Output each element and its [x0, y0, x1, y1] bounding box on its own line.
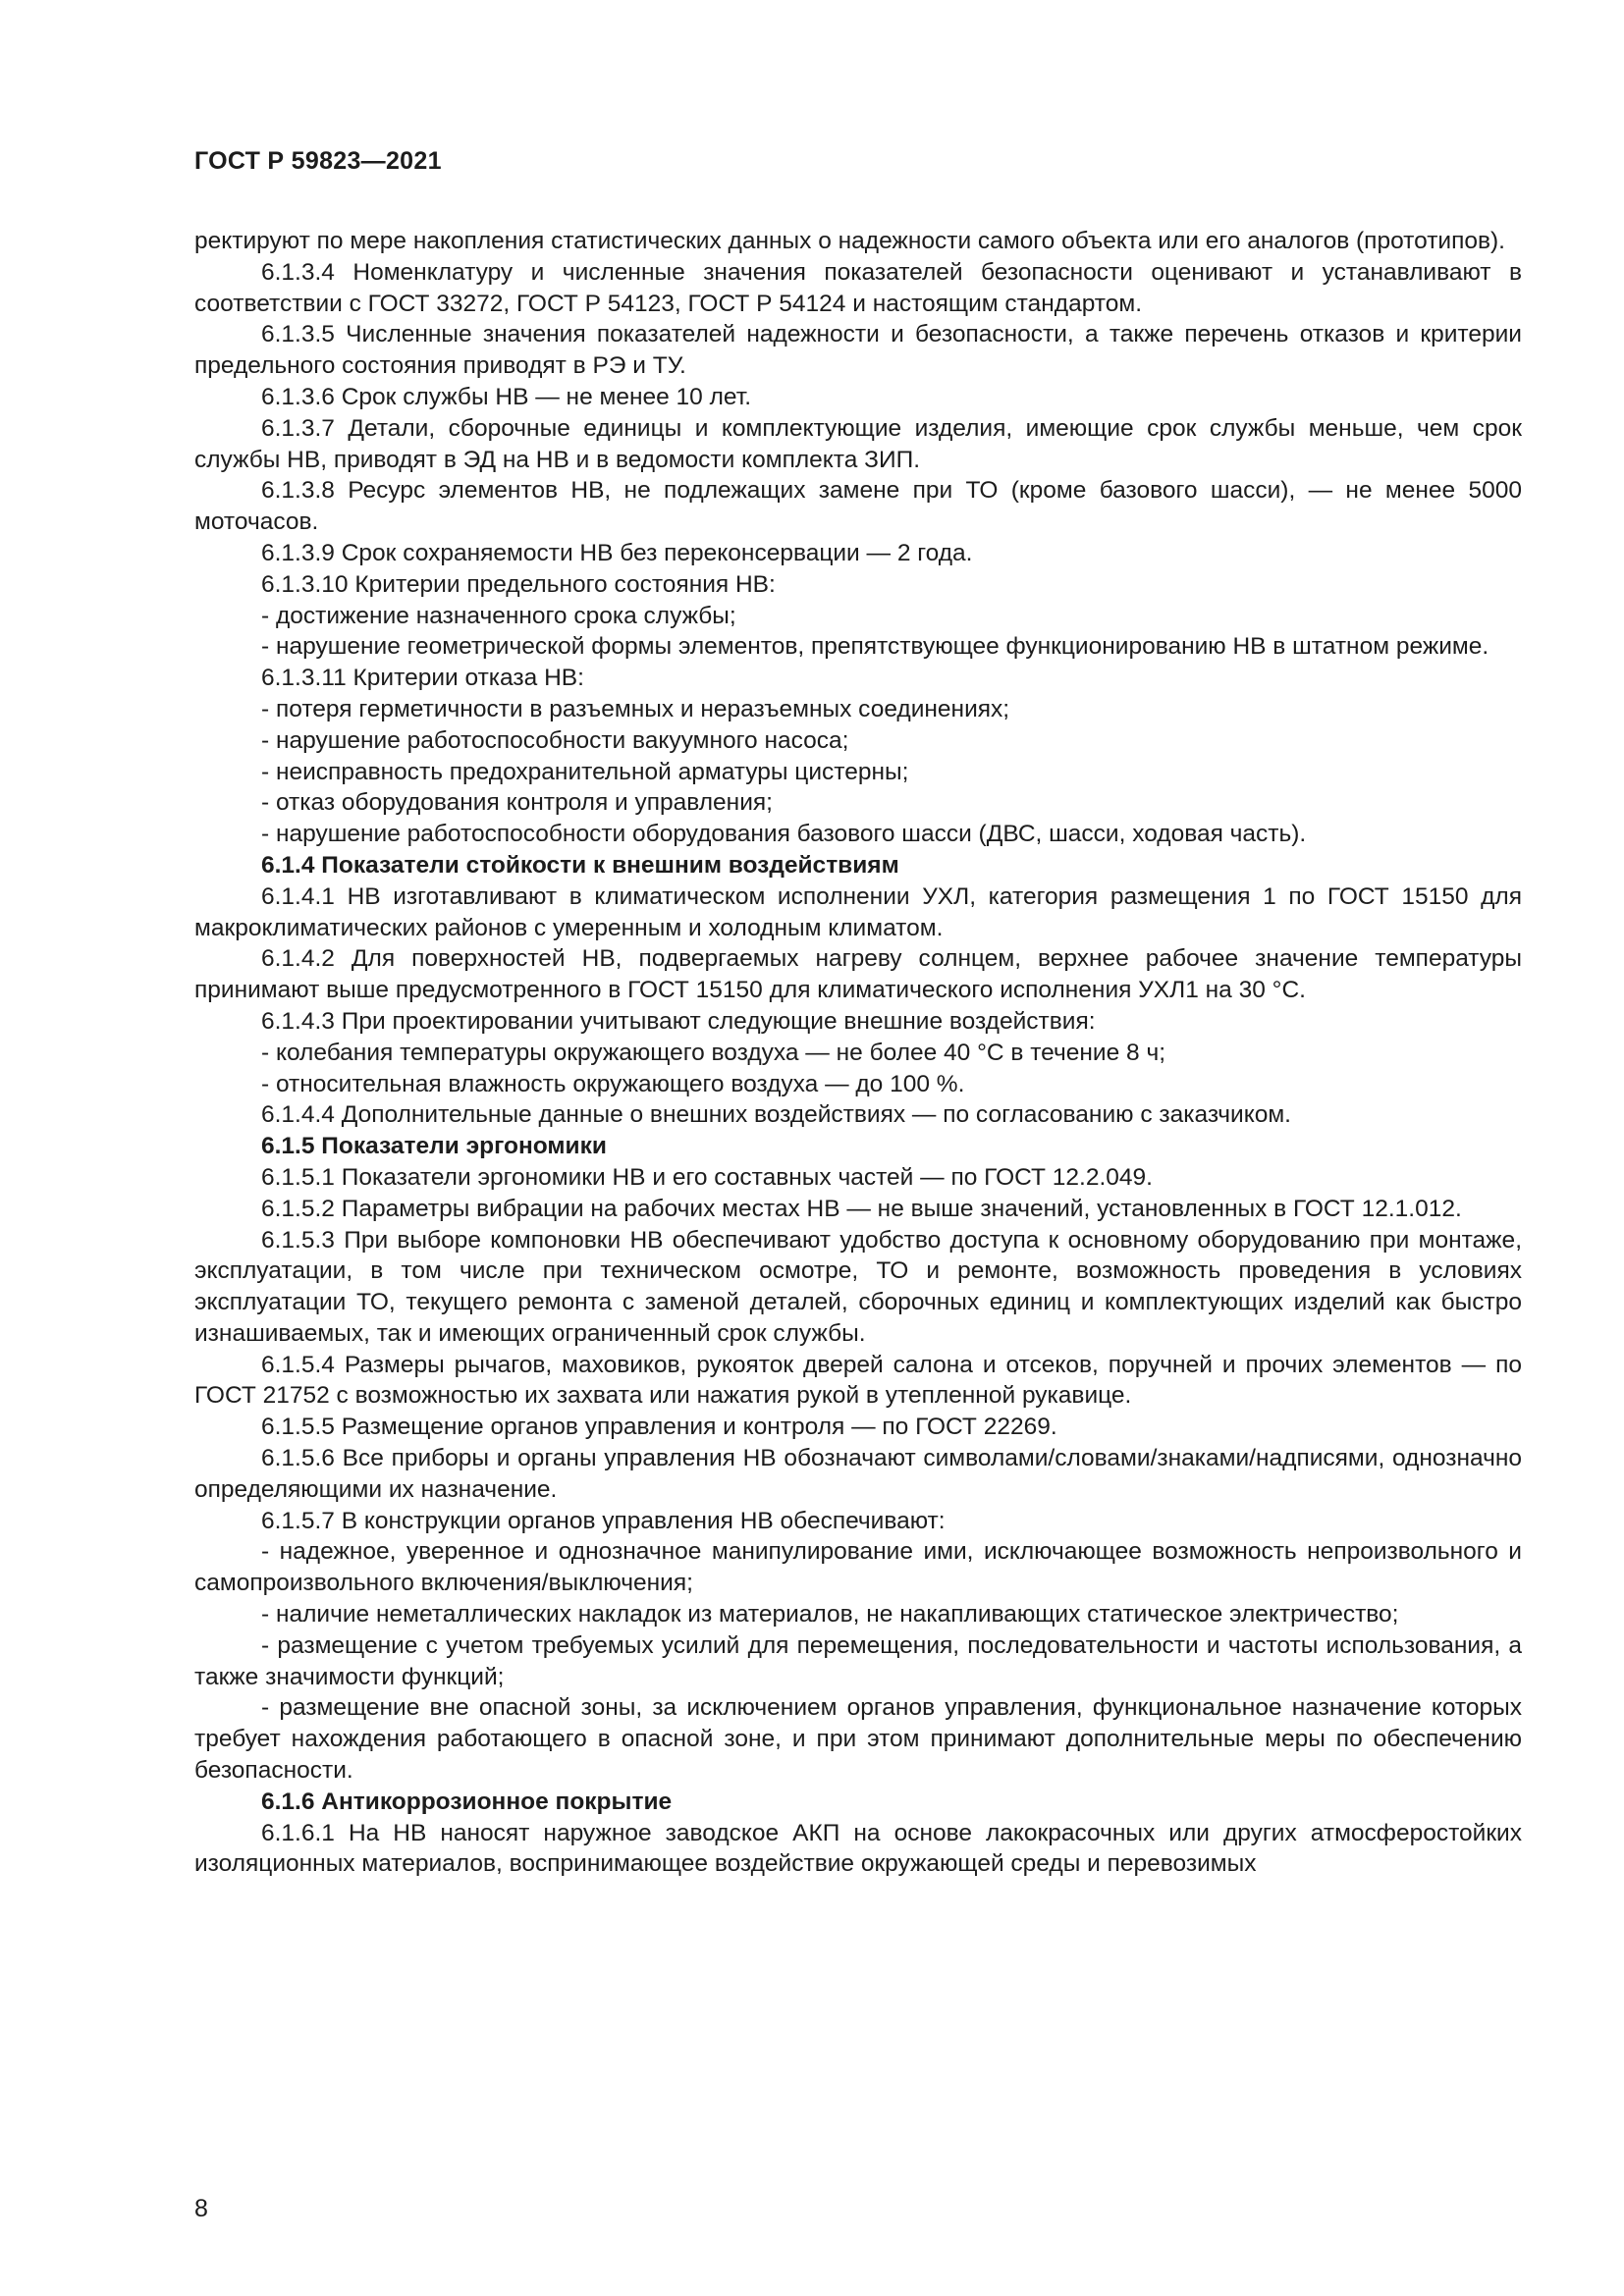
paragraph: - наличие неметаллических накладок из материалов, не накапливающих статическое электричество; — [261, 1601, 1399, 1629]
paragraph: - относительная влажность окружающего воздуха — до 100 %. — [261, 1070, 965, 1097]
paragraph: 6.1.3.6 Срок службы НВ — не менее 10 лет. — [261, 383, 752, 410]
section-heading: 6.1.5 Показатели эргономики — [261, 1133, 607, 1160]
page-number: 8 — [194, 2195, 208, 2222]
paragraph: 6.1.5.6 Все приборы и органы управления НВ обозначают символами/словами/знаками/надписями, однозначно определяющими их назначение. — [194, 1445, 1522, 1503]
paragraph: - надежное, уверенное и однозначное манипулирование ими, исключающее возможность непроизвольного и самопроизвольного включения/выключения; — [194, 1538, 1522, 1597]
paragraph: - неисправность предохранительной арматуры цистерны; — [261, 758, 909, 785]
section-heading: 6.1.6 Антикоррозионное покрытие — [261, 1788, 673, 1815]
paragraph: - потеря герметичности в разъемных и неразъемных соединениях; — [261, 695, 1010, 722]
paragraph: - размещение с учетом требуемых усилий для перемещения, последовательности и частоты использования, а также значимости функций; — [194, 1631, 1522, 1690]
paragraph: 6.1.3.4 Номенклатуру и численные значения показателей безопасности оценивают и устанавливают в соответствии с ГОСТ 33272, ГОСТ Р 54123, ГОСТ Р 54124 и настоящим стандартом. — [194, 258, 1522, 317]
paragraph: 6.1.3.7 Детали, сборочные единицы и комплектующие изделия, имеющие срок службы меньше, чем срок службы НВ, приводят в ЭД на НВ и в ведомости комплекта ЗИП. — [194, 414, 1522, 473]
paragraph: 6.1.4.4 Дополнительные данные о внешних воздействиях — по согласованию с заказчиком. — [261, 1101, 1291, 1129]
paragraph: - нарушение работоспособности вакуумного насоса; — [261, 726, 849, 754]
paragraph: - размещение вне опасной зоны, за исключением органов управления, функциональное назначение которых требует нахождения работающего в опасной зоне, и при этом принимают дополнительные меры по обеспечению безопасности. — [194, 1694, 1522, 1785]
paragraph: 6.1.5.3 При выборе компоновки НВ обеспечивают удобство доступа к основному оборудованию при монтаже, эксплуатации, в том числе при техническом осмотре, ТО и ремонте, возможность проведения в условиях эксплуатации ТО, текущего ремонта с заменой деталей, сборочных единиц и комплектующих изделий как быстро изнашиваемых, так и имеющих ограниченный срок службы. — [194, 1226, 1522, 1347]
paragraph: 6.1.3.10 Критерии предельного состояния НВ: — [261, 570, 776, 598]
paragraph: - отказ оборудования контроля и управления; — [261, 789, 773, 817]
document-body — [194, 226, 1522, 1880]
document-header: ГОСТ Р 59823—2021 — [194, 147, 442, 175]
paragraph: - нарушение геометрической формы элементов, препятствующее функционированию НВ в штатном режиме. — [261, 633, 1489, 661]
paragraph: - колебания температуры окружающего воздуха — не более 40 °С в течение 8 ч; — [261, 1039, 1166, 1066]
paragraph: 6.1.4.1 НВ изготавливают в климатическом исполнении УХЛ, категория размещения 1 по ГОСТ 15150 для макроклиматических районов с умеренным и холодным климатом. — [194, 882, 1522, 941]
paragraph: 6.1.5.1 Показатели эргономики НВ и его составных частей — по ГОСТ 12.2.049. — [261, 1163, 1153, 1191]
paragraph: 6.1.5.2 Параметры вибрации на рабочих местах НВ — не выше значений, установленных в ГОСТ 12.1.012. — [261, 1195, 1462, 1222]
paragraph: 6.1.3.5 Численные значения показателей надежности и безопасности, а также перечень отказов и критерии предельного состояния приводят в РЭ и ТУ. — [194, 321, 1522, 380]
paragraph: 6.1.3.8 Ресурс элементов НВ, не подлежащих замене при ТО (кроме базового шасси), — не менее 5000 моточасов. — [194, 477, 1522, 536]
paragraph: 6.1.5.7 В конструкции органов управления НВ обеспечивают: — [261, 1507, 946, 1534]
paragraph: 6.1.6.1 На НВ наносят наружное заводское АКП на основе лакокрасочных или других атмосферостойких изоляционных материалов, воспринимающее воздействие окружающей среды и перевозимых — [194, 1819, 1522, 1878]
paragraph: 6.1.3.9 Срок сохраняемости НВ без переконсервации — 2 года. — [261, 539, 973, 566]
paragraph: - достижение назначенного срока службы; — [261, 602, 736, 629]
paragraph: 6.1.4.3 При проектировании учитывают следующие внешние воздействия: — [261, 1007, 1096, 1035]
paragraph: 6.1.5.5 Размещение органов управления и контроля — по ГОСТ 22269. — [261, 1414, 1057, 1441]
paragraph: - нарушение работоспособности оборудования базового шасси (ДВС, шасси, ходовая часть). — [261, 821, 1307, 848]
section-heading: 6.1.4 Показатели стойкости к внешним воздействиям — [261, 851, 899, 879]
paragraph: 6.1.5.4 Размеры рычагов, маховиков, рукояток дверей салона и отсеков, поручней и прочих элементов — по ГОСТ 21752 с возможностью их захвата или нажатия рукой в утепленной рукавице. — [194, 1351, 1522, 1410]
paragraph: 6.1.3.11 Критерии отказа НВ: — [261, 665, 584, 692]
paragraph: 6.1.4.2 Для поверхностей НВ, подвергаемых нагреву солнцем, верхнее рабочее значение температуры принимают выше предусмотренного в ГОСТ 15150 для климатического исполнения УХЛ1 на 30 °С. — [194, 945, 1522, 1004]
paragraph: ректируют по мере накопления статистических данных о надежности самого объекта или его аналогов (прототипов). — [194, 228, 1505, 254]
